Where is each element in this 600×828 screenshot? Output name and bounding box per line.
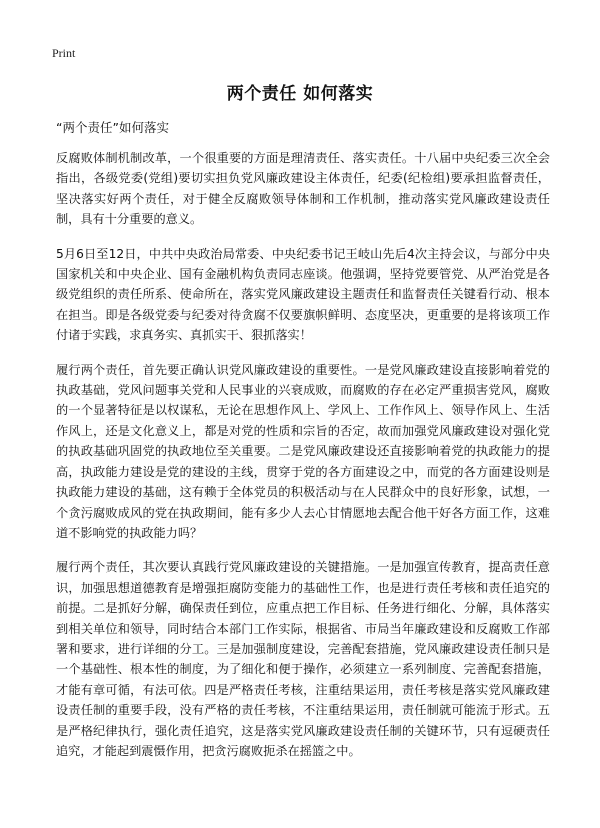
article-subtitle: “两个责任”如何落实	[56, 120, 169, 135]
paragraph-measures: 履行两个责任，其次要认真践行党风廉政建设的关键措施。一是加强宣传教育，提高责任意识，加强思想道德教育是增强拒腐防变能力的基础性工作，也是进行责任考核和责任追究的前提。二是抓好分解，确保责任到位，应重点把工作目标、任务进行细化、分解，具体落实到相关单位和领导，同时结合本部门工作实际，根据省、市局当年廉政建设和反腐败工作部署和要求，进行详细的分工。三是加强制度建设，完善配套措施，党风廉政建设责任制只是一个基础性、根本性的制度，为了细化和便于操作，必须建立一系列制度、完善配套措施，才能有章可循，有法可依。四是严格责任考核，注重结果运用，责任考核是落实党风廉政建设责任制的重要手段，没有严格的责任考核，不注重结果运用，责任制就可能流于形式。五是严格纪律执行，强化责任追究，这是落实党风廉政建设责任制的关键环节，只有逗硬责任追究，才能起到震慑作用，把贪污腐败扼杀在摇篮之中。	[56, 560, 550, 758]
paragraph-importance: 履行两个责任，首先要正确认识党风廉政建设的重要性。一是党风廉政建设直接影响着党的执政基础，党风问题事关党和人民事业的兴衰成败，而腐败的存在必定严重损害党风，腐败的一个显著特征是以权谋私，无论在思想作风上、学风上、工作作风上、领导作风上、生活作风上，还是文化意义上，都是对党的性质和宗旨的否定，故而加强党风廉政建设对强化党的执政基础巩固党的执政地位至关重要。二是党风廉政建设还直接影响着党的执政能力的提高，执政能力建设是党的建设的主线，贯穿于党的各方面建设之中，而党的各方面建设则是执政能力建设的基础，这有赖于全体党员的积极活动与在人民群众中的良好形象，试想，一个贪污腐败成风的党在执政期间，能有多少人去心甘情愿地去配合他干好各方面工作，这难道不影响党的执政能力吗？	[56, 362, 550, 540]
paragraph-meetings: 5月6日至12日，中共中央政治局常委、中央纪委书记王岐山先后4次主持会议，与部分中央国家机关和中央企业、国有金融机构负责同志座谈。他强调，坚持党要管党、从严治党是各级党组织的责任所系、使命所在，落实党风廉政建设主题责任和监督责任关键看行动、根本在担当。即是各级党委与纪委对待贪腐不仅要旗帜鲜明、态度坚决，更重要的是将该项工作付诸于实践，求真务实、真抓实干、狠抓落实！	[56, 246, 550, 343]
print-link[interactable]: Print	[52, 46, 76, 60]
paragraph-intro: 反腐败体制机制改革，一个很重要的方面是理清责任、落实责任。十八届中央纪委三次全会指出，各级党委(党组)要切实担负党风廉政建设主体责任，纪委(纪检组)要承担监督责任，坚决落实好两个责任，对于健全反腐败领导体制和工作机制，推动落实党风廉政建设责任制，具有十分重要的意义。	[56, 151, 550, 227]
article-body	[56, 148, 550, 775]
page-title: 两个责任 如何落实	[226, 84, 374, 104]
